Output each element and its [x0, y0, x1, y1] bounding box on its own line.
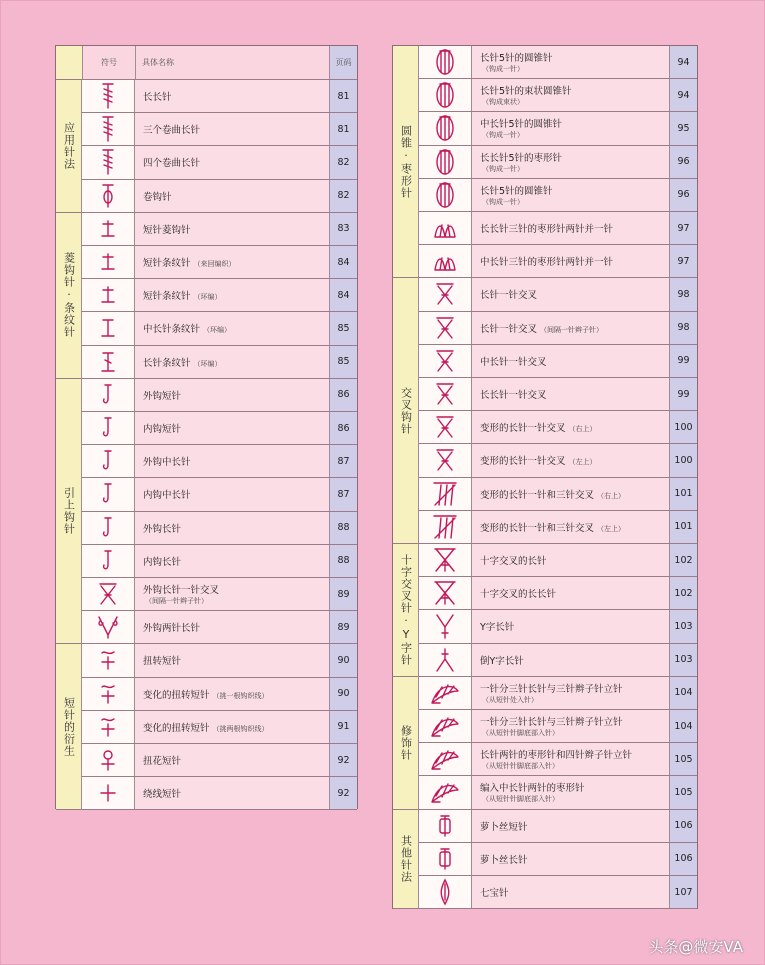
stitch-name-cell: [135, 412, 330, 444]
box-icon: [419, 843, 472, 875]
stitch-name-cell: [135, 312, 330, 344]
stitch-name: 长针5针的束状圆锥针: [480, 86, 572, 98]
table-row: [82, 180, 357, 213]
stitch-name: 长长针: [143, 92, 172, 104]
page-number: 86: [330, 379, 357, 411]
stitch-note: （来回编织）: [193, 260, 236, 269]
double-icon: [82, 346, 135, 378]
hook-icon: [82, 412, 135, 444]
table-row: [82, 379, 357, 412]
stitch-name-cell: [472, 312, 670, 344]
table-row: [419, 312, 697, 345]
header-name: 具体名称: [136, 46, 330, 79]
table-row: [82, 711, 357, 744]
stitch-name-cell: [472, 112, 670, 144]
stitch-subnote: （钩成一针）: [482, 65, 524, 74]
page-number: 89: [330, 611, 357, 643]
stitch-name-cell: [135, 80, 330, 112]
page-number: 88: [330, 545, 357, 577]
table-row: [82, 445, 357, 478]
stitch-subnote: （钩成一针）: [482, 197, 524, 206]
stitch-name: 内钩中长针: [143, 490, 191, 502]
stitch-name-cell: [135, 644, 330, 676]
stitch-name-cell: [135, 180, 330, 212]
stitch-name: 十字交叉的长长针: [480, 589, 557, 601]
stitch-name: 变形的长针一针交叉: [480, 456, 566, 468]
page-number: 99: [670, 345, 697, 377]
group-label-text: 交叉钩针: [399, 386, 413, 435]
stitch-name: 三个卷曲长针: [143, 125, 201, 137]
stitch-subnote: （钩成束状）: [482, 98, 524, 107]
page-number: 92: [330, 744, 357, 776]
table-row: [419, 179, 697, 212]
vee-icon: [82, 611, 135, 643]
table-row: [419, 577, 697, 610]
stitch-name-cell: [135, 113, 330, 145]
stitch-name-cell: [472, 776, 670, 808]
stitch-name: 长长针三针的枣形针两针并一针: [480, 224, 614, 236]
table-row: [419, 743, 697, 776]
table-row: [82, 279, 357, 312]
table-row: [82, 777, 357, 810]
stitch-name-cell: [135, 777, 330, 809]
bigx-icon: [419, 544, 472, 576]
stitch-name-cell: [135, 213, 330, 245]
coil-icon: [82, 180, 135, 212]
stitch-name: 短针条纹针: [143, 291, 191, 303]
stitch-name: 中长针5针的圆锥针: [480, 119, 563, 131]
cross-icon: [419, 444, 472, 476]
page-number: 107: [670, 876, 697, 908]
stitch-name: Y字长针: [480, 622, 515, 634]
page-number: 101: [670, 478, 697, 510]
stitch-name-cell: [472, 876, 670, 908]
stitch-note: （右上）: [568, 425, 597, 434]
table-row: [419, 710, 697, 743]
group-label-text: 应用针法: [62, 121, 76, 170]
table-row: [82, 346, 357, 379]
stitch-note: （环编）: [193, 293, 222, 302]
stitch-note: （间隔一针辫子针）: [540, 325, 604, 334]
cross-icon: [419, 411, 472, 443]
bobble-icon: [419, 179, 472, 211]
table-row: [82, 246, 357, 279]
page-number: 91: [330, 711, 357, 743]
table-row: [82, 744, 357, 777]
group-label-text: 菱钩针·条纹针: [62, 252, 76, 339]
stitch-name: 外钩长针一针交叉: [143, 585, 220, 597]
bobble-icon: [419, 46, 472, 78]
stitch-name: 绕线短针: [143, 789, 182, 801]
stitch-note: （右上）: [597, 491, 626, 500]
page-number: 95: [670, 112, 697, 144]
group-label-text: 其他针法: [399, 834, 413, 883]
table-row: [419, 610, 697, 643]
tall-stitch-icon: [82, 113, 135, 145]
table-row: [419, 544, 697, 577]
leaf-icon: [419, 245, 472, 277]
cross-icon: [419, 312, 472, 344]
stitch-name: 四个卷曲长针: [143, 158, 201, 170]
stitch-name: 扭花短针: [143, 756, 182, 768]
table-row: [419, 810, 697, 843]
stitch-name-cell: [135, 578, 330, 610]
table-row: [419, 245, 697, 278]
table-row: [82, 512, 357, 545]
table-row: [419, 345, 697, 378]
page-number: 92: [330, 777, 357, 809]
page-number: 96: [670, 179, 697, 211]
table-row: [419, 46, 697, 79]
group-label-text: 十字交叉针·Y字针: [399, 553, 413, 666]
table-row: [82, 213, 357, 246]
stitch-name-cell: [135, 246, 330, 278]
invy-icon: [419, 644, 472, 676]
stitch-name: 变形的长针一针和三针交叉: [480, 489, 595, 501]
group-label: [56, 644, 82, 810]
cross-icon: [419, 278, 472, 310]
stitch-name-cell: [472, 79, 670, 111]
stitch-note: （挑一根钩织线）: [212, 691, 269, 700]
stitch-name-cell: [472, 743, 670, 775]
table-row: [419, 278, 697, 311]
page-number: 101: [670, 511, 697, 543]
page-number: 103: [670, 610, 697, 642]
stitch-name: 一针分三针长针与三针辫子针立针: [480, 683, 623, 695]
table-row: [419, 146, 697, 179]
stitch-name-cell: [472, 345, 670, 377]
group-label: [56, 80, 82, 213]
stitch-note: （环编）: [193, 359, 222, 368]
tall-stitch-icon: [82, 80, 135, 112]
fan-icon: [419, 743, 472, 775]
twist-icon: [82, 711, 135, 743]
stitch-name-cell: [135, 711, 330, 743]
stitch-name-cell: [472, 677, 670, 709]
cross-icon: [419, 378, 472, 410]
multi-icon: [419, 511, 472, 543]
table-row: [419, 79, 697, 112]
right-table: [392, 45, 698, 909]
plus-icon: [82, 777, 135, 809]
page-number: 84: [330, 279, 357, 311]
page-number: 99: [670, 378, 697, 410]
stitch-name: 长针5针的圆锥针: [480, 185, 553, 197]
stitch-subnote: （从短针针脚底部入针）: [482, 762, 559, 771]
fan-icon: [419, 710, 472, 742]
page-number: 102: [670, 544, 697, 576]
stitch-name: 短针条纹针: [143, 258, 191, 270]
stitch-name: 扭转短针: [143, 656, 182, 668]
stitch-name: 变形的长针一针和三针交叉: [480, 522, 595, 534]
page-number: 104: [670, 677, 697, 709]
page-number: 83: [330, 213, 357, 245]
stitch-name-cell: [472, 843, 670, 875]
page-number: 82: [330, 180, 357, 212]
stitch-name: 内钩长针: [143, 556, 182, 568]
page-number: 85: [330, 346, 357, 378]
stitch-name-cell: [472, 179, 670, 211]
cross-icon: [82, 578, 135, 610]
table-row: [82, 644, 357, 677]
table-row: [82, 113, 357, 146]
half-icon: [82, 312, 135, 344]
table-row: [82, 678, 357, 711]
stitch-subnote: （从短针处入针）: [482, 695, 538, 704]
table-row: [419, 112, 697, 145]
hook-icon: [82, 379, 135, 411]
stitch-name-cell: [135, 678, 330, 710]
page-number: 88: [330, 512, 357, 544]
hook-icon: [82, 545, 135, 577]
table-row: [419, 478, 697, 511]
fan-icon: [419, 776, 472, 808]
page-number: 85: [330, 312, 357, 344]
stitch-subnote: （从短针针脚底部入针）: [482, 729, 559, 738]
page-number: 82: [330, 146, 357, 178]
page-number: 105: [670, 743, 697, 775]
table-row: [419, 876, 697, 909]
bobble-icon: [419, 146, 472, 178]
stitch-name-cell: [135, 379, 330, 411]
page-number: 86: [330, 412, 357, 444]
stitch-name: 内钩短针: [143, 424, 182, 436]
stitch-name: 中长针三针的枣形针两针并一针: [480, 257, 614, 269]
table-row: [419, 677, 697, 710]
stitch-subnote: （钩成一针）: [482, 131, 524, 140]
stitch-name-cell: [135, 445, 330, 477]
group-label: [56, 213, 82, 379]
group-label: [393, 544, 419, 677]
table-row: [82, 611, 357, 644]
stitch-name: 编入中长针两针的枣形针: [480, 783, 585, 795]
group-label-text: 修饰针: [399, 724, 413, 761]
hook-icon: [82, 512, 135, 544]
stitch-subnote: （钩成一针）: [482, 164, 524, 173]
stitch-name-cell: [135, 545, 330, 577]
table-row: [419, 378, 697, 411]
page-number: 102: [670, 577, 697, 609]
stitch-name: 变化的扭转短针: [143, 689, 210, 701]
header-symbol: 符号: [83, 46, 136, 79]
stitch-name: 一针分三针长针与三针辫子针立针: [480, 717, 623, 729]
stitch-name-cell: [472, 278, 670, 310]
group-label: [393, 810, 419, 910]
single-icon: [82, 213, 135, 245]
table-row: [82, 545, 357, 578]
table-row: [419, 511, 697, 544]
multi-icon: [419, 478, 472, 510]
stitch-name: 长针一针交叉: [480, 323, 538, 335]
page-number: 81: [330, 80, 357, 112]
stitch-name: 中长针条纹针: [143, 324, 201, 336]
page-number: 94: [670, 46, 697, 78]
group-label-text: 圆锥·枣形针: [399, 124, 413, 199]
drop-icon: [419, 876, 472, 908]
stitch-name: 中长针一针交叉: [480, 356, 547, 368]
stitch-name-cell: [472, 644, 670, 676]
table-row: [82, 478, 357, 511]
hook-icon: [82, 445, 135, 477]
stitch-name-cell: [472, 577, 670, 609]
stitch-name-cell: [472, 245, 670, 277]
single-icon: [82, 246, 135, 278]
stitch-name: 卷钩针: [143, 191, 172, 203]
stitch-name: 外钩中长针: [143, 457, 191, 469]
group-label: [56, 379, 82, 645]
table-row: [419, 776, 697, 809]
table-row: [419, 212, 697, 245]
stitch-name: 长长针一针交叉: [480, 390, 547, 402]
page-number: 87: [330, 478, 357, 510]
page-number: 97: [670, 212, 697, 244]
stitch-name: 外钩长针: [143, 523, 182, 535]
stitch-note: （环编）: [203, 326, 232, 335]
table-row: [82, 412, 357, 445]
flower-icon: [82, 744, 135, 776]
stitch-name: 长针5针的圆锥针: [480, 53, 553, 65]
stitch-note: （挑两根钩织线）: [212, 724, 269, 733]
page-number: 106: [670, 843, 697, 875]
page-number: 106: [670, 810, 697, 842]
table-header: [56, 46, 357, 80]
page-number: 100: [670, 444, 697, 476]
stitch-name-cell: [472, 46, 670, 78]
page-number: 105: [670, 776, 697, 808]
header-page: 页码: [330, 46, 357, 79]
stitch-subnote: （间隔一针辫子针）: [145, 597, 208, 606]
stitch-name-cell: [472, 810, 670, 842]
table-row: [82, 80, 357, 113]
fan-icon: [419, 677, 472, 709]
watermark: 头条@微安VA: [648, 938, 743, 956]
page-number: 98: [670, 278, 697, 310]
stitch-name: 长针两针的枣形针和四针辫子针立针: [480, 750, 633, 762]
stitch-name-cell: [472, 511, 670, 543]
page-number: 103: [670, 644, 697, 676]
stitch-name: 长针条纹针: [143, 357, 191, 369]
page-number: 87: [330, 445, 357, 477]
stitch-name-cell: [135, 512, 330, 544]
table-row: [419, 444, 697, 477]
tall-stitch-icon: [82, 146, 135, 178]
page-number: 98: [670, 312, 697, 344]
table-row: [419, 411, 697, 444]
page-number: 90: [330, 678, 357, 710]
stitch-note: （左上）: [568, 458, 597, 467]
table-row: [82, 312, 357, 345]
stitch-name: 长长针5针的枣形针: [480, 152, 563, 164]
stitch-name: 七宝针: [480, 888, 509, 900]
stitch-subnote: （从短针针脚底部入针）: [482, 795, 559, 804]
stitch-name-cell: [472, 478, 670, 510]
page-number: 84: [330, 246, 357, 278]
stitch-name-cell: [135, 611, 330, 643]
stitch-note: （左上）: [597, 524, 626, 533]
stitch-name: 十字交叉的长针: [480, 556, 547, 568]
stitch-name-cell: [472, 378, 670, 410]
group-label: [393, 278, 419, 544]
table-row: [419, 843, 697, 876]
leaf-icon: [419, 212, 472, 244]
stitch-name: 长针一针交叉: [480, 290, 538, 302]
page-number: 100: [670, 411, 697, 443]
box-icon: [419, 810, 472, 842]
stitch-name-cell: [472, 411, 670, 443]
stitch-name-cell: [472, 610, 670, 642]
group-label-text: 引上钩针: [62, 487, 76, 536]
stitch-name: 变形的长针一针交叉: [480, 423, 566, 435]
single-icon: [82, 279, 135, 311]
stitch-name: 短针菱钩针: [143, 224, 191, 236]
bigx-icon: [419, 577, 472, 609]
y-icon: [419, 610, 472, 642]
page-number: 81: [330, 113, 357, 145]
stitch-name-cell: [472, 212, 670, 244]
stitch-name: 外钩短针: [143, 390, 182, 402]
stitch-name-cell: [135, 279, 330, 311]
twist-icon: [82, 678, 135, 710]
stitch-name-cell: [472, 544, 670, 576]
group-label-text: 短针的衍生: [62, 696, 76, 757]
page-number: 94: [670, 79, 697, 111]
stitch-name: 外钩两针长针: [143, 623, 201, 635]
group-label: [393, 677, 419, 810]
bobble-icon: [419, 79, 472, 111]
stitch-name-cell: [135, 478, 330, 510]
left-table: [55, 45, 358, 809]
stitch-name: 萝卜丝短针: [480, 821, 528, 833]
table-row: [82, 146, 357, 179]
stitch-name-cell: [135, 146, 330, 178]
stitch-name: 倒Y字长针: [480, 655, 524, 667]
stitch-name-cell: [472, 444, 670, 476]
page-number: 104: [670, 710, 697, 742]
stitch-name-cell: [472, 146, 670, 178]
twist-icon: [82, 644, 135, 676]
page-number: 96: [670, 146, 697, 178]
group-label: [393, 46, 419, 278]
cross-icon: [419, 345, 472, 377]
stitch-name-cell: [472, 710, 670, 742]
hook-icon: [82, 478, 135, 510]
stitch-name: 萝卜丝长针: [480, 854, 528, 866]
bobble-icon: [419, 112, 472, 144]
stitch-name-cell: [135, 346, 330, 378]
page-number: 90: [330, 644, 357, 676]
stitch-name-cell: [135, 744, 330, 776]
table-row: [419, 644, 697, 677]
table-row: [82, 578, 357, 611]
page-number: 89: [330, 578, 357, 610]
page-number: 97: [670, 245, 697, 277]
stitch-name: 变化的扭转短针: [143, 722, 210, 734]
